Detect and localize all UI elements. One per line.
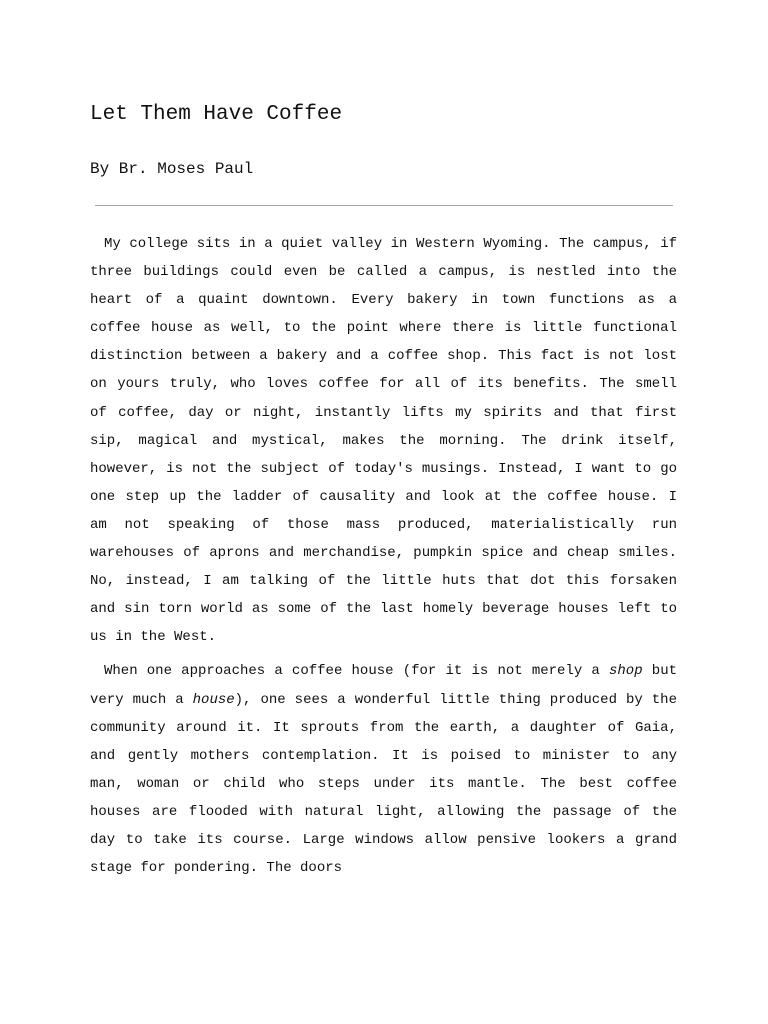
body-paragraph bbox=[90, 230, 677, 651]
paragraph-text: ), one sees a wonderful little thing produced by the community around it. It sprouts from the earth, a daughter of Gaia, and gently mothers contemplation. It is poised to minister to any man, woman or child who steps under its mantle. The best coffee houses are flooded with natural light, allowing the passage of the day to take its course. Large windows allow pensive lookers a grand stage for pondering. The doors bbox=[90, 691, 677, 877]
paragraph-text: When one approaches a coffee house (for it is not merely a bbox=[104, 663, 609, 680]
article-byline: By Br. Moses Paul bbox=[90, 160, 254, 178]
body-paragraph bbox=[90, 657, 677, 882]
paragraph-text: but very much a bbox=[90, 663, 677, 708]
horizontal-divider bbox=[95, 205, 673, 206]
emphasized-word: shop bbox=[609, 663, 643, 680]
paragraph-text: My college sits in a quiet valley in Western Wyoming. The campus, if three buildings could even be called a campus, is nestled into the heart of a quaint downtown. Every bakery in town functions as a coffee house as well, to the point where there is little functional distinction between a bakery and a coffee shop. This fact is not lost on yours truly, who loves coffee for all of its benefits. The smell of coffee, day or night, instantly lifts my spirits and that first sip, magical and mystical, makes the morning. The drink itself, however, is not the subject of today's musings. Instead, I want to go one step up the ladder of causality and look at the coffee house. I am not speaking of those mass produced, materialistically run warehouses of aprons and merchandise, pumpkin spice and cheap smiles. No, instead, I am talking of the little huts that dot this forsaken and sin torn world as some of the last homely beverage houses left to us in the West. bbox=[90, 236, 677, 646]
article-title: Let Them Have Coffee bbox=[90, 103, 343, 126]
emphasized-word: house bbox=[192, 691, 235, 708]
article-body bbox=[90, 230, 677, 888]
